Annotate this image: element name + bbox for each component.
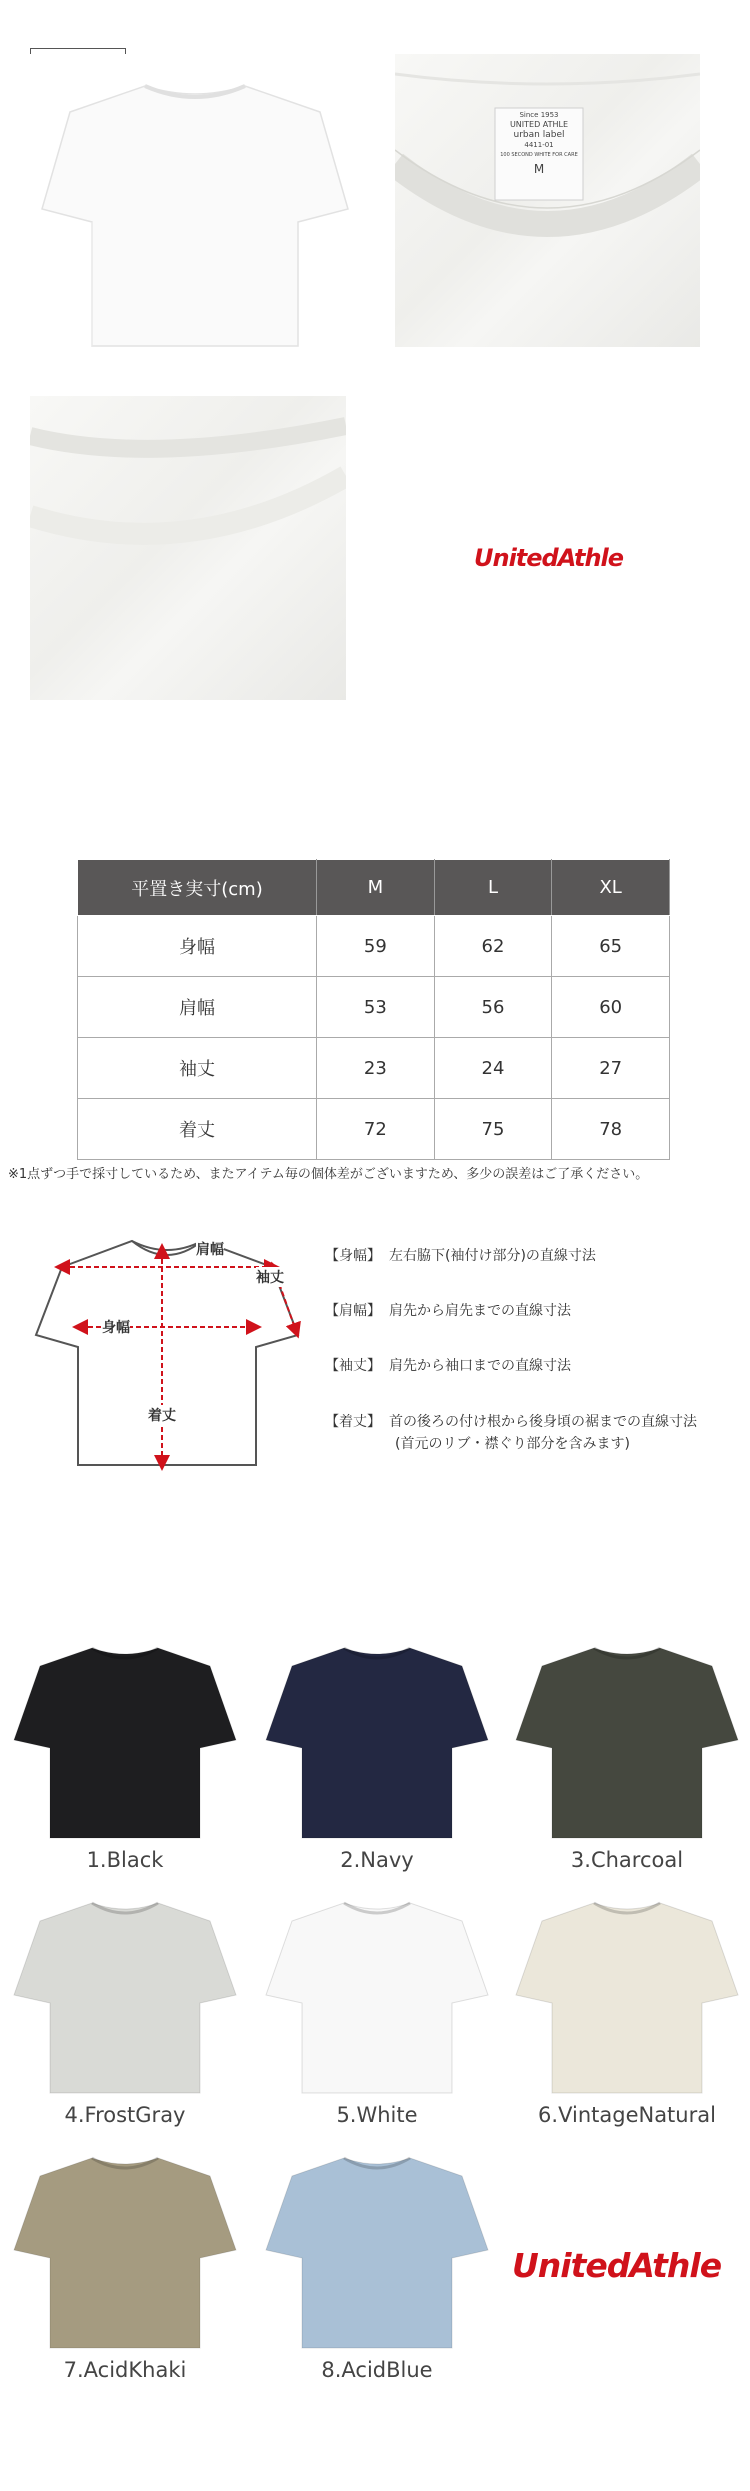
tee-body <box>266 2158 488 2348</box>
label-tag-line: UNITED ATHLE <box>509 120 569 129</box>
label-tag <box>495 110 583 174</box>
color-swatch[interactable] <box>262 1895 492 2127</box>
label-tag-line: Since 1953 <box>519 111 559 119</box>
color-swatch[interactable] <box>10 2150 240 2382</box>
header-cell: L <box>434 860 552 916</box>
table-cell: 78 <box>552 1099 670 1160</box>
tee-swatch-image <box>10 2150 240 2355</box>
color-label: 3.Charcoal <box>570 1848 684 1872</box>
tee-body <box>266 1903 488 2093</box>
tee-swatch-image <box>262 1640 492 1845</box>
color-label: 4.FrostGray <box>64 2103 186 2127</box>
table-cell: 24 <box>434 1038 552 1099</box>
header-cell: M <box>317 860 435 916</box>
tee-swatch-image <box>512 1895 742 2100</box>
legend-text: 左右脇下(袖付け部分)の直線寸法 <box>389 1248 596 1264</box>
legend-item <box>325 1300 571 1322</box>
tee-body <box>516 1903 738 2093</box>
label-tag-line: 100 SECOND WHITE FOR CARE <box>500 152 578 158</box>
table-cell: 56 <box>434 977 552 1038</box>
diagram-label-katahaba: 肩幅 <box>196 1239 224 1259</box>
color-swatch[interactable] <box>10 1895 240 2127</box>
color-swatch[interactable] <box>512 1895 742 2127</box>
legend-key: 【袖丈】 <box>325 1358 381 1374</box>
fabric-closeup-photo <box>30 396 346 700</box>
table-row <box>78 1099 670 1160</box>
tee-body <box>14 2158 236 2348</box>
table-cell: 60 <box>552 977 670 1038</box>
header-cell: 平置き実寸(cm) <box>78 860 317 916</box>
size-table-header <box>78 860 670 916</box>
table-cell: 袖丈 <box>78 1038 317 1099</box>
table-cell: 23 <box>317 1038 435 1099</box>
tee-body <box>14 1903 236 2093</box>
legend-text: 首の後ろの付け根から後身頃の裾までの直線寸法 <box>389 1414 697 1430</box>
color-swatch[interactable] <box>262 2150 492 2382</box>
legend-text: 肩先から袖口までの直線寸法 <box>389 1358 571 1374</box>
label-tag-size: M <box>533 162 545 176</box>
tee-swatch-image <box>10 1895 240 2100</box>
measurement-note: ※1点ずつ手で採寸しているため、またアイテム毎の個体差がございますため、多少の誤差はご了承ください。 <box>8 1167 649 1182</box>
diagram-label-sodetake: 袖丈 <box>256 1267 284 1287</box>
color-swatch[interactable] <box>10 1640 240 1872</box>
collar-closeup-photo <box>395 54 700 347</box>
table-cell: 75 <box>434 1099 552 1160</box>
color-swatch[interactable] <box>262 1640 492 1872</box>
table-cell: 59 <box>317 916 435 977</box>
color-label: 7.AcidKhaki <box>63 2358 187 2382</box>
tee-swatch-image <box>10 1640 240 1845</box>
table-cell: 身幅 <box>78 916 317 977</box>
label-tag-line: 4411-01 <box>524 141 554 149</box>
table-cell: 着丈 <box>78 1099 317 1160</box>
legend-item <box>325 1245 596 1267</box>
diagram-label-kitake: 着丈 <box>148 1405 176 1425</box>
table-row <box>78 916 670 977</box>
legend-key: 【肩幅】 <box>325 1303 381 1319</box>
legend-key: 【身幅】 <box>325 1248 381 1264</box>
legend-text-sub: (首元のリブ・襟ぐり部分を含みます) <box>395 1436 630 1452</box>
tee-swatch-image <box>262 1895 492 2100</box>
brand-logo: UnitedAthle <box>512 2246 722 2285</box>
brand-logo: UnitedAthle <box>474 544 624 572</box>
tee-body <box>14 1648 236 1838</box>
table-row <box>78 1038 670 1099</box>
legend-item <box>325 1355 571 1377</box>
table-cell: 27 <box>552 1038 670 1099</box>
table-cell: 62 <box>434 916 552 977</box>
color-label: 8.AcidBlue <box>321 2358 433 2382</box>
color-label: 1.Black <box>86 1848 164 1872</box>
table-cell: 肩幅 <box>78 977 317 1038</box>
table-row <box>78 977 670 1038</box>
table-cell: 53 <box>317 977 435 1038</box>
size-table <box>77 859 670 1160</box>
tee-swatch-image <box>262 2150 492 2355</box>
color-label: 5.White <box>336 2103 418 2127</box>
header-cell: XL <box>552 860 670 916</box>
legend-key: 【着丈】 <box>325 1414 381 1430</box>
tee-front-photo <box>30 54 360 354</box>
legend-item <box>325 1411 697 1455</box>
legend-text: 肩先から肩先までの直線寸法 <box>389 1303 571 1319</box>
tee-body <box>516 1648 738 1838</box>
tee-body <box>266 1648 488 1838</box>
label-tag-line: urban label <box>513 130 565 140</box>
table-cell: 65 <box>552 916 670 977</box>
diagram-label-mihaba: 身幅 <box>102 1317 130 1337</box>
tee-swatch-image <box>512 1640 742 1845</box>
color-label: 2.Navy <box>340 1848 414 1872</box>
table-cell: 72 <box>317 1099 435 1160</box>
color-label: 6.VintageNatural <box>538 2103 716 2127</box>
color-swatch[interactable] <box>512 1640 742 1872</box>
measurement-diagram <box>24 1225 310 1475</box>
